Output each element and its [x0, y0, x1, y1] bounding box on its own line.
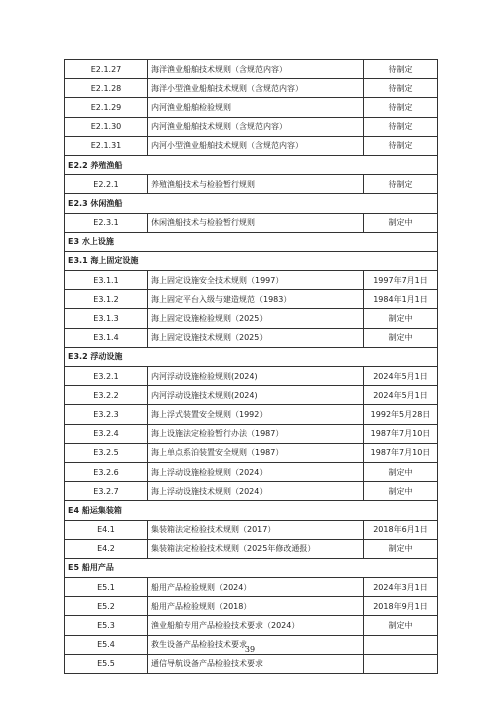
status-cell: 制定中 [364, 482, 438, 501]
status-cell: 制定中 [364, 539, 438, 558]
table-row [65, 482, 438, 501]
section-heading: E4 船运集装箱 [65, 501, 438, 520]
table-row [65, 271, 438, 290]
code-cell: E2.1.30 [65, 117, 148, 136]
code-cell: E3.2.2 [65, 386, 148, 405]
name-cell: 养殖渔船技术与检验暂行规则 [148, 175, 364, 194]
code-cell: E5.3 [65, 616, 148, 635]
code-cell: E3.1.2 [65, 290, 148, 309]
code-cell: E3.2.3 [65, 405, 148, 424]
code-cell: E2.2.1 [65, 175, 148, 194]
table-row [65, 213, 438, 232]
section-heading-row [65, 232, 438, 251]
code-cell: E5.2 [65, 597, 148, 616]
table-row [65, 79, 438, 98]
name-cell: 船用产品检验规则（2018） [148, 597, 364, 616]
status-cell: 2024年5月1日 [364, 386, 438, 405]
name-cell: 海上浮式装置安全规则（1992） [148, 405, 364, 424]
code-cell: E2.3.1 [65, 213, 148, 232]
name-cell: 海上浮动设施技术规则（2024） [148, 482, 364, 501]
table-row [65, 405, 438, 424]
table-row [65, 654, 438, 673]
name-cell: 海洋渔业船舶技术规则（含规范内容） [148, 60, 364, 79]
subsection-heading-row [65, 155, 438, 174]
status-cell: 2024年5月1日 [364, 367, 438, 386]
code-cell: E2.1.28 [65, 79, 148, 98]
name-cell: 海上固定设施检验规则（2025） [148, 309, 364, 328]
name-cell: 海洋小型渔业船舶技术规则（含规范内容） [148, 79, 364, 98]
subsection-heading: E2.3 休闲渔船 [65, 194, 438, 213]
status-cell: 2018年9月1日 [364, 597, 438, 616]
code-cell: E5.5 [65, 654, 148, 673]
name-cell: 休闲渔船技术与检验暂行规则 [148, 213, 364, 232]
code-cell: E2.1.27 [65, 60, 148, 79]
table-row [65, 98, 438, 117]
status-cell: 制定中 [364, 328, 438, 347]
code-cell: E5.1 [65, 578, 148, 597]
status-cell: 制定中 [364, 462, 438, 481]
subsection-heading: E3.1 海上固定设施 [65, 251, 438, 270]
code-cell: E2.1.31 [65, 136, 148, 155]
subsection-heading-row [65, 251, 438, 270]
section-heading-row [65, 501, 438, 520]
name-cell: 内河小型渔业船舶技术规则（含规范内容） [148, 136, 364, 155]
regulations-table [64, 59, 438, 674]
name-cell: 海上设施法定检验暂行办法（1987） [148, 424, 364, 443]
status-cell: 2018年6月1日 [364, 520, 438, 539]
table-row [65, 597, 438, 616]
table-row [65, 520, 438, 539]
status-cell: 1984年1月1日 [364, 290, 438, 309]
code-cell: E3.1.1 [65, 271, 148, 290]
table-row [65, 175, 438, 194]
status-cell: 1997年7月1日 [364, 271, 438, 290]
status-cell: 待制定 [364, 79, 438, 98]
status-cell: 1987年7月10日 [364, 443, 438, 462]
subsection-heading-row [65, 194, 438, 213]
status-cell: 1987年7月10日 [364, 424, 438, 443]
name-cell: 海上浮动设施检验规则（2024） [148, 462, 364, 481]
code-cell: E4.1 [65, 520, 148, 539]
page-number: 39 [244, 645, 256, 654]
table-row [65, 117, 438, 136]
table-row [65, 136, 438, 155]
name-cell: 内河渔业船舶技术规则（含规范内容） [148, 117, 364, 136]
status-cell: 制定中 [364, 309, 438, 328]
section-heading: E3 水上设施 [65, 232, 438, 251]
name-cell: 内河浮动设施技术规则(2024) [148, 386, 364, 405]
code-cell: E3.2.5 [65, 443, 148, 462]
code-cell: E5.4 [65, 635, 148, 654]
name-cell: 海上单点系泊装置安全规则（1987） [148, 443, 364, 462]
name-cell: 海上固定设施技术规则（2025） [148, 328, 364, 347]
code-cell: E3.2.1 [65, 367, 148, 386]
table-row [65, 367, 438, 386]
subsection-heading: E2.2 养殖渔船 [65, 155, 438, 174]
code-cell: E3.1.4 [65, 328, 148, 347]
table-row [65, 462, 438, 481]
table-row [65, 328, 438, 347]
name-cell: 集装箱法定检验技术规则（2025年修改通报） [148, 539, 364, 558]
status-cell: 待制定 [364, 60, 438, 79]
table-row [65, 424, 438, 443]
table-row [65, 60, 438, 79]
name-cell: 海上固定设施安全技术规则（1997） [148, 271, 364, 290]
status-cell: 待制定 [364, 117, 438, 136]
table-row [65, 616, 438, 635]
code-cell: E3.2.6 [65, 462, 148, 481]
name-cell: 通信导航设备产品检验技术要求 [148, 654, 364, 673]
name-cell: 集装箱法定检验技术规则（2017） [148, 520, 364, 539]
status-cell: 2024年3月1日 [364, 578, 438, 597]
name-cell: 内河渔业船舶检验规则 [148, 98, 364, 117]
table-row [65, 309, 438, 328]
subsection-heading-row [65, 347, 438, 366]
name-cell: 船用产品检验规则（2024） [148, 578, 364, 597]
section-heading: E5 船用产品 [65, 558, 438, 577]
status-cell: 待制定 [364, 175, 438, 194]
code-cell: E3.1.3 [65, 309, 148, 328]
status-cell: 待制定 [364, 98, 438, 117]
subsection-heading: E3.2 浮动设施 [65, 347, 438, 366]
status-cell [364, 654, 438, 673]
name-cell: 渔业船舶专用产品检验技术要求（2024） [148, 616, 364, 635]
code-cell: E3.2.7 [65, 482, 148, 501]
regulations-table-body [65, 60, 438, 674]
code-cell: E4.2 [65, 539, 148, 558]
table-row [65, 290, 438, 309]
table-row [65, 539, 438, 558]
name-cell: 内河浮动设施检验规则(2024) [148, 367, 364, 386]
table-row [65, 386, 438, 405]
section-heading-row [65, 558, 438, 577]
table-row [65, 443, 438, 462]
table-row [65, 578, 438, 597]
status-cell: 制定中 [364, 616, 438, 635]
code-cell: E3.2.4 [65, 424, 148, 443]
status-cell: 制定中 [364, 213, 438, 232]
status-cell: 1992年5月28日 [364, 405, 438, 424]
code-cell: E2.1.29 [65, 98, 148, 117]
name-cell: 海上固定平台入级与建造规范（1983） [148, 290, 364, 309]
status-cell: 待制定 [364, 136, 438, 155]
name-cell: 救生设备产品检验技术要求 [148, 635, 364, 654]
